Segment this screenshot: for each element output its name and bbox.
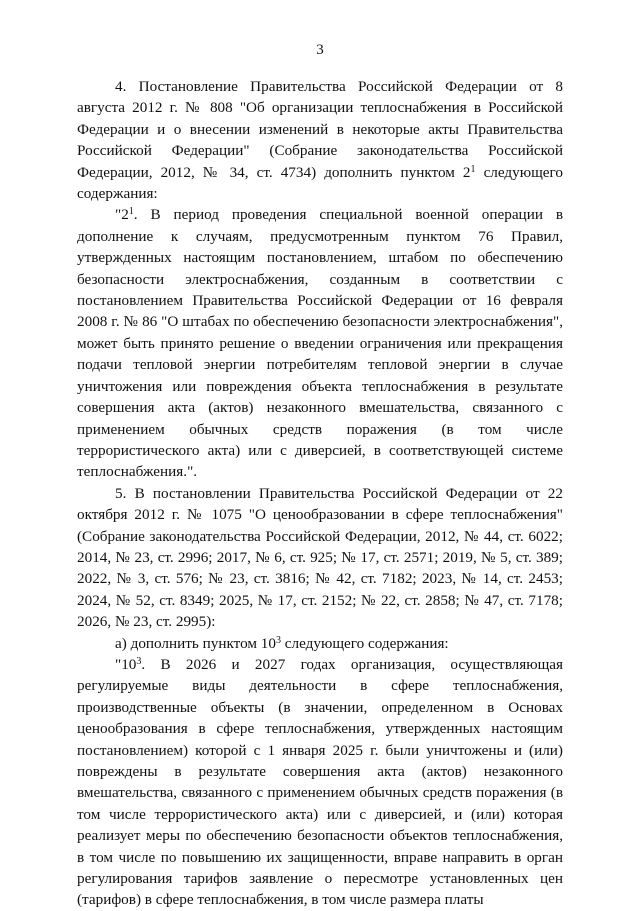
superscript-index: 3 [276, 634, 281, 646]
text-run: следующего содержания: [281, 634, 449, 652]
paragraph-quoted-point-2-1 [77, 204, 563, 482]
document-body [77, 76, 563, 911]
text-run: "10 [115, 655, 137, 673]
text-run: . В 2026 и 2027 годах организация, осуществляющая регулируемые виды деятельности в сфере теплоснабжения, производственные объекты (в значении, определенном в Основах ценообразования в сфере теплоснабжения, утвержденных настоящим постановлением) которой с 1 января 2025 г. были уничтожены и (или) повреждены в результате совершения акта (актов) незаконного вмешательства, связанного с применением обычных средств поражения (в том числе террористического акта) или с диверсией, и (или) которая реализует меры по обеспечению безопасности объектов теплоснабжения, в том числе по повышению их защищенности, вправе направить в орган регулирования тарифов заявление о пересмотре установленных цен (тарифов) в сфере теплоснабжения, в том числе размера платы [77, 655, 563, 909]
paragraph-subitem-a [77, 633, 563, 654]
superscript-index: 1 [128, 206, 134, 218]
text-run: . В период проведения специальной военной операции в дополнение к случаям, предусмотренным пунктом 76 Правил, утвержденных настоящим постановлением, штабом по обеспечению безопасности электроснабжения, созданным в соответствии с постановлением Правительства Российской Федерации от 16 февраля 2008 г. № 86 "О штабах по обеспечению безопасности электроснабжения", может быть принято решение о введении ограничения или прекращения подачи тепловой энергии потребителям тепловой энергии в случае уничтожения или повреждения объекта теплоснабжения в результате совершения акта (актов) незаконного вмешательства, связанного с применением обычных средств поражения (в том числе террористического акта) или с диверсией, в соответствующей системе теплоснабжения.". [77, 206, 563, 481]
page-number: 3 [316, 42, 324, 58]
superscript-index: 3 [136, 655, 142, 667]
text-run: следующего содержания: [77, 163, 563, 203]
paragraph-quoted-point-10-3 [77, 654, 563, 911]
paragraph-item-4 [77, 76, 563, 204]
text-run: "2 [115, 206, 129, 224]
superscript-index: 1 [470, 163, 476, 175]
text-run: а) дополнить пунктом 10 [115, 634, 276, 652]
text-run: 5. В постановлении Правительства Российской Федерации от 22 октября 2012 г. № 1075 "О ценообразовании в сфере теплоснабжения" (Собрание законодательства Российской Федерации, 2012, № 44, ст. 6022; 2014, № 23, ст. 2996; 2017, № 6, ст. 925; № 17, ст. 2571; 2019, № 5, ст. 389; 2022, № 3, ст. 576; № 23, ст. 3816; № 42, ст. 7182; 2023, № 14, ст. 2453; 2024, № 52, ст. 8349; 2025, № 17, ст. 2152; № 22, ст. 2858; № 47, ст. 7178; 2026, № 23, ст. 2995): [77, 484, 563, 631]
text-run: 4. Постановление Правительства Российской Федерации от 8 августа 2012 г. № 808 "Об организации теплоснабжения в Российской Федерации и о внесении изменений в некоторые акты Правительства Российской Федерации" (Собрание законодательства Российской Федерации, 2012, № 34, ст. 4734) дополнить пунктом 2 [77, 78, 563, 181]
paragraph-item-5 [77, 483, 563, 633]
